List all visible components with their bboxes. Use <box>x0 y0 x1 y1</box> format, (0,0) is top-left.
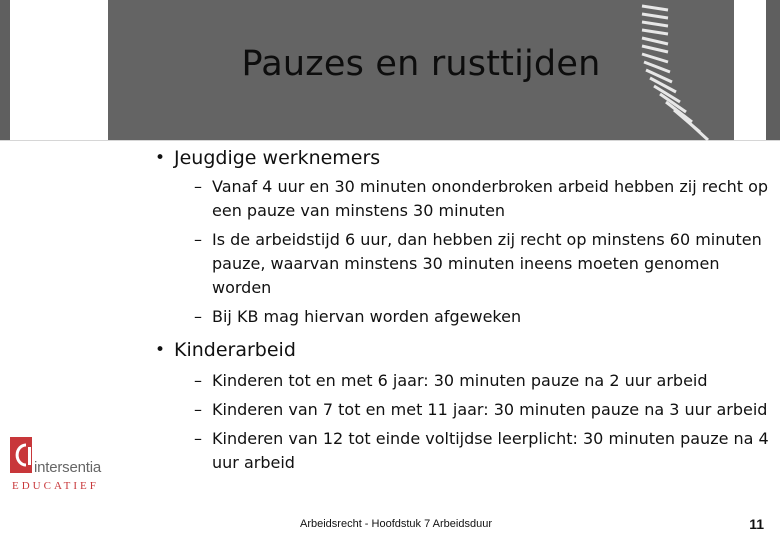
bullet-text: Kinderarbeid <box>174 339 296 361</box>
page-number: 11 <box>749 516 764 532</box>
logo-mark-icon <box>10 437 32 473</box>
sub-bullet: – Is de arbeidstijd 6 uur, dan hebben zij recht op minstens 60 minuten pauze, waarvan minstens 30 minuten ineens moeten genomen worden <box>150 228 770 300</box>
header-band-left <box>0 0 10 140</box>
bullet-kinderarbeid <box>150 337 770 363</box>
logo-name: intersentia <box>34 459 102 476</box>
bullet-text: Jeugdige werknemers <box>174 147 381 169</box>
sub-list-jeugdige <box>150 175 770 329</box>
sub-list-kinderarbeid <box>150 369 770 475</box>
sub-bullet: – Kinderen van 12 tot einde voltijdse leerplicht: 30 minuten pauze na 4 uur arbeid <box>150 427 770 475</box>
sub-bullet: – Kinderen van 7 tot en met 11 jaar: 30 minuten pauze na 3 uur arbeid <box>150 398 770 422</box>
slide-title: Pauzes en rusttijden <box>241 44 601 84</box>
slide-content <box>150 145 770 480</box>
bullet-jeugdige-werknemers <box>150 145 770 171</box>
sub-bullet: – Kinderen tot en met 6 jaar: 30 minuten pauze na 2 uur arbeid <box>150 369 770 393</box>
logo-tagline: EDUCATIEF <box>12 480 99 492</box>
intersentia-logo <box>10 437 120 497</box>
sub-bullet: – Vanaf 4 uur en 30 minuten ononderbroken arbeid hebben zij recht op een pauze van minstens 30 minuten <box>150 175 770 223</box>
sub-bullet: – Bij KB mag hiervan worden afgeweken <box>150 305 770 329</box>
slide-footer: Arbeidsrecht - Hoofdstuk 7 Arbeidsduur <box>300 518 492 530</box>
